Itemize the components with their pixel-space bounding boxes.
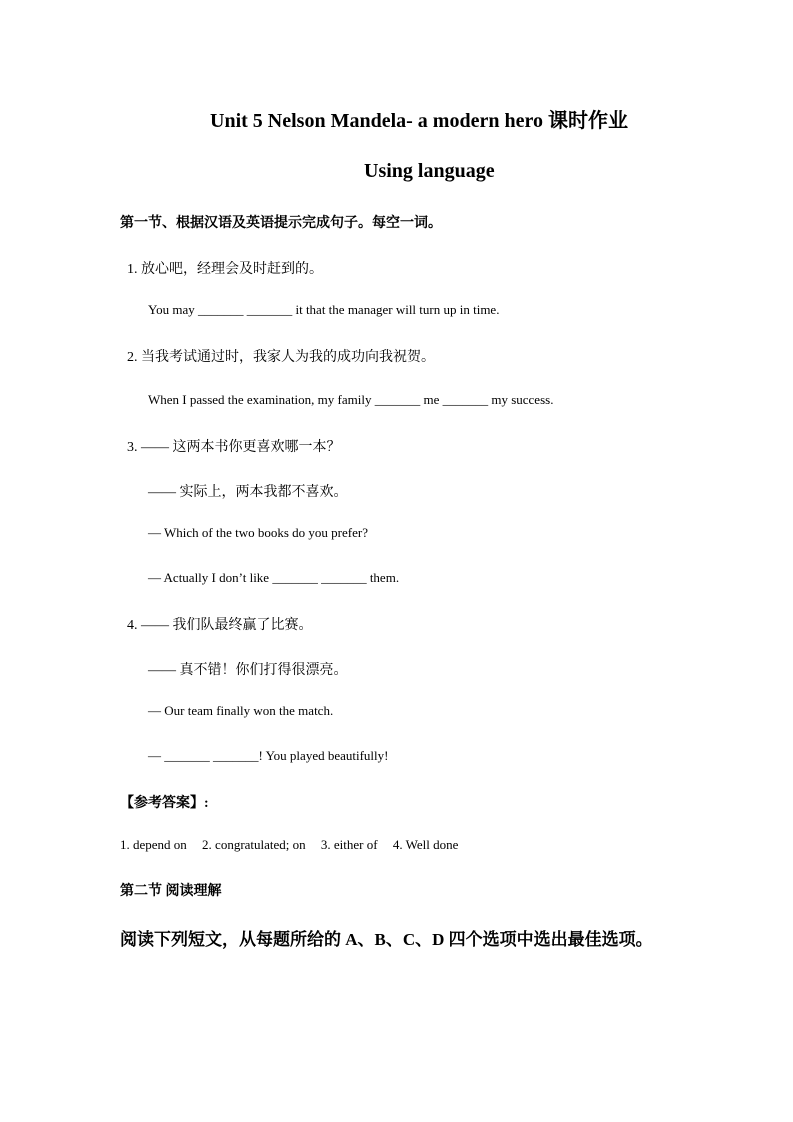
section2-heading: 第二节 阅读理解 <box>120 884 222 899</box>
item-1-english: You may _______ _______ it that the manager will turn up in time. <box>148 302 500 317</box>
item-2-chinese: 2. 当我考试通过时，我家人为我的成功向我祝贺。 <box>127 350 435 365</box>
item-3-chinese-q: 3. —— 这两本书你更喜欢哪一本？ <box>127 440 341 455</box>
item-4-english-q: — Our team finally won the match. <box>148 703 334 718</box>
page-subtitle: Using language <box>364 160 495 182</box>
item-3-chinese-a: —— 实际上，两本我都不喜欢。 <box>148 485 348 500</box>
item-3-english-q: — Which of the two books do you prefer? <box>148 525 368 540</box>
item-2-english: When I passed the examination, my family _______ me _______ my success. <box>148 392 554 407</box>
item-4-english-a: — _______ _______! You played beautifully! <box>148 748 389 763</box>
answer-2: 2. congratulated; on <box>202 837 306 852</box>
section2-instruction: 阅读下列短文，从每题所给的 A、B、C、D 四个选项中选出最佳选项。 <box>120 930 653 949</box>
item-4-chinese-a: —— 真不错！你们打得很漂亮。 <box>148 663 348 678</box>
answer-list <box>120 837 458 853</box>
answer-key-heading: 【参考答案】: <box>120 796 209 811</box>
item-3-english-a: — Actually I don’t like _______ _______ them. <box>148 570 400 585</box>
section1-heading: 第一节、根据汉语及英语提示完成句子。每空一词。 <box>120 216 442 231</box>
page-title: Unit 5 Nelson Mandela- a modern hero 课时作业 <box>210 110 628 132</box>
answer-1: 1. depend on <box>120 837 187 852</box>
answer-4: 4. Well done <box>392 837 459 852</box>
answer-3: 3. either of <box>320 837 378 852</box>
item-1-chinese: 1. 放心吧，经理会及时赶到的。 <box>127 262 323 277</box>
item-4-chinese-q: 4. —— 我们队最终赢了比赛。 <box>127 618 313 633</box>
